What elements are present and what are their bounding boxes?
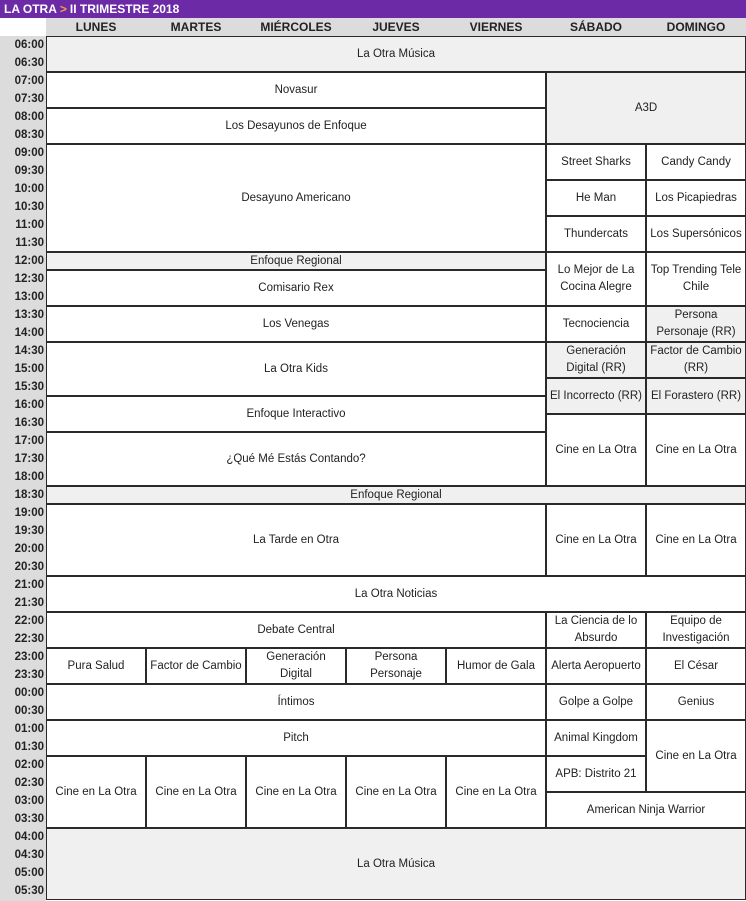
program-title: Pura Salud — [67, 659, 125, 672]
time-label: 20:00 — [14, 543, 44, 555]
program-cell[interactable] — [646, 648, 746, 684]
time-label: 22:30 — [14, 633, 44, 645]
program-title: Íntimos — [277, 695, 315, 708]
program-cell[interactable] — [46, 684, 546, 720]
time-label: 15:30 — [14, 381, 44, 393]
program-title: Cine en La Otra — [655, 749, 737, 762]
program-title: La Otra Noticias — [354, 587, 438, 600]
program-title: Cine en La Otra — [255, 785, 337, 798]
program-title: El Incorrecto (RR) — [549, 389, 643, 402]
program-title: He Man — [575, 191, 617, 204]
program-cell[interactable] — [246, 756, 346, 828]
time-label: 10:30 — [14, 201, 44, 213]
program-cell[interactable] — [646, 504, 746, 576]
program-title: Novasur — [274, 83, 318, 96]
program-title: A3D — [634, 101, 658, 114]
day-header-domingo: DOMINGO — [646, 18, 746, 36]
program-title: Tecnociencia — [562, 317, 630, 330]
program-cell[interactable] — [546, 72, 746, 144]
program-cell[interactable] — [646, 180, 746, 216]
program-title: Enfoque Regional — [350, 488, 442, 501]
period-label: II TRIMESTRE 2018 — [69, 2, 180, 16]
program-cell[interactable] — [546, 414, 646, 486]
program-title: Thundercats — [564, 227, 628, 240]
day-header-jueves: JUEVES — [346, 18, 446, 36]
program-title: Debate Central — [257, 623, 335, 636]
time-label: 02:00 — [14, 759, 44, 771]
time-label: 21:30 — [14, 597, 44, 609]
time-label: 04:00 — [14, 831, 44, 843]
program-cell[interactable] — [146, 648, 246, 684]
time-label: 20:30 — [14, 561, 44, 573]
time-label: 21:00 — [14, 579, 44, 591]
program-cell[interactable] — [546, 792, 746, 828]
time-label: 17:00 — [14, 435, 44, 447]
time-label: 06:00 — [14, 39, 44, 51]
time-label: 04:30 — [14, 849, 44, 861]
program-cell[interactable] — [546, 720, 646, 756]
time-label: 05:30 — [14, 885, 44, 897]
program-title: Comisario Rex — [258, 281, 334, 294]
program-cell[interactable] — [546, 756, 646, 792]
program-cell[interactable] — [646, 414, 746, 486]
program-title: Cine en La Otra — [555, 443, 637, 456]
program-cell[interactable] — [246, 648, 346, 684]
program-cell[interactable] — [46, 432, 546, 486]
program-title: APB: Distrito 21 — [555, 767, 637, 780]
program-cell[interactable] — [546, 306, 646, 342]
program-title: El Forastero (RR) — [650, 389, 742, 402]
time-label: 08:30 — [14, 129, 44, 141]
program-cell[interactable] — [346, 648, 446, 684]
time-label: 00:30 — [14, 705, 44, 717]
program-cell[interactable] — [646, 342, 746, 378]
program-title: Alerta Aeropuerto — [551, 659, 641, 672]
time-label: 00:00 — [14, 687, 44, 699]
time-label: 09:30 — [14, 165, 44, 177]
program-title: Animal Kingdom — [554, 731, 638, 744]
program-title: Factor de Cambio (RR) — [650, 345, 742, 374]
time-label: 02:30 — [14, 777, 44, 789]
program-title: ¿Qué Mé Estás Contando? — [226, 452, 366, 465]
program-cell[interactable] — [546, 252, 646, 306]
program-cell[interactable] — [646, 252, 746, 306]
time-label: 19:00 — [14, 507, 44, 519]
program-cell[interactable] — [46, 828, 746, 900]
program-title: Pitch — [283, 731, 309, 744]
program-cell[interactable] — [46, 504, 546, 576]
time-label: 12:30 — [14, 273, 44, 285]
program-cell[interactable] — [446, 756, 546, 828]
program-title: La Otra Kids — [264, 362, 328, 375]
program-cell[interactable] — [46, 720, 546, 756]
time-label: 08:00 — [14, 111, 44, 123]
time-label: 14:00 — [14, 327, 44, 339]
program-cell[interactable] — [46, 342, 546, 396]
program-title: Cine en La Otra — [155, 785, 237, 798]
program-cell[interactable] — [46, 612, 546, 648]
time-label: 12:00 — [14, 255, 44, 267]
program-cell[interactable] — [46, 576, 746, 612]
time-label: 18:30 — [14, 489, 44, 501]
program-cell[interactable] — [646, 720, 746, 792]
time-label: 13:30 — [14, 309, 44, 321]
program-cell[interactable] — [46, 396, 546, 432]
program-title: Top Trending Tele Chile — [650, 264, 742, 293]
program-cell[interactable] — [546, 684, 646, 720]
time-label: 16:00 — [14, 399, 44, 411]
program-cell[interactable] — [46, 252, 546, 270]
breadcrumb-separator: > — [59, 2, 67, 16]
channel-name: LA OTRA — [4, 2, 57, 16]
time-label: 07:00 — [14, 75, 44, 87]
time-label: 19:30 — [14, 525, 44, 537]
program-title: Persona Personaje — [370, 651, 422, 680]
time-label: 06:30 — [14, 57, 44, 69]
time-label: 03:00 — [14, 795, 44, 807]
program-title: Persona Personaje (RR) — [656, 309, 736, 338]
program-cell[interactable] — [546, 144, 646, 180]
program-title: Los Desayunos de Enfoque — [225, 119, 367, 132]
program-title: El César — [673, 659, 719, 672]
time-label: 23:00 — [14, 651, 44, 663]
program-cell[interactable] — [646, 306, 746, 342]
program-cell[interactable] — [446, 648, 546, 684]
program-title: Los Picapiedras — [655, 191, 737, 204]
program-cell[interactable] — [546, 378, 646, 414]
program-title: American Ninja Warrior — [586, 803, 706, 816]
program-title: Cine en La Otra — [355, 785, 437, 798]
program-cell[interactable] — [646, 216, 746, 252]
program-title: Cine en La Otra — [655, 533, 737, 546]
time-label: 11:30 — [15, 237, 44, 249]
day-header-viernes: VIERNES — [446, 18, 546, 36]
program-title: Factor de Cambio — [150, 659, 242, 672]
program-cell[interactable] — [46, 756, 146, 828]
program-cell[interactable] — [546, 342, 646, 378]
time-label: 16:30 — [14, 417, 44, 429]
program-cell[interactable] — [146, 756, 246, 828]
program-cell[interactable] — [546, 648, 646, 684]
program-title: Enfoque Regional — [250, 254, 342, 267]
program-title: Generación Digital (RR) — [566, 345, 626, 374]
program-title: La Otra Música — [357, 47, 435, 60]
time-label: 07:30 — [14, 93, 44, 105]
day-header-lunes: LUNES — [46, 18, 146, 36]
program-cell[interactable] — [46, 36, 746, 72]
program-title: Equipo de Investigación — [662, 615, 730, 644]
program-cell[interactable] — [646, 684, 746, 720]
program-cell[interactable] — [46, 108, 546, 144]
time-label: 23:30 — [14, 669, 44, 681]
program-cell[interactable] — [546, 180, 646, 216]
time-label: 01:00 — [14, 723, 44, 735]
time-label: 18:00 — [14, 471, 44, 483]
program-cell[interactable] — [646, 378, 746, 414]
program-title: Golpe a Golpe — [558, 695, 634, 708]
program-title: Cine en La Otra — [455, 785, 537, 798]
program-cell[interactable] — [546, 612, 646, 648]
time-label: 15:00 — [14, 363, 44, 375]
program-cell[interactable] — [46, 306, 546, 342]
program-title: Genius — [677, 695, 715, 708]
program-cell[interactable] — [346, 756, 446, 828]
time-label: 05:00 — [14, 867, 44, 879]
program-title: Enfoque Interactivo — [246, 407, 346, 420]
program-cell[interactable] — [646, 612, 746, 648]
program-title: Cine en La Otra — [55, 785, 137, 798]
day-header-martes: MARTES — [146, 18, 246, 36]
program-title: Candy Candy — [661, 155, 731, 168]
program-cell[interactable] — [46, 144, 546, 252]
time-label: 01:30 — [14, 741, 44, 753]
program-title: Cine en La Otra — [655, 443, 737, 456]
program-title: Los Supersónicos — [650, 227, 742, 240]
program-title: Street Sharks — [561, 155, 631, 168]
schedule-title-bar — [0, 0, 746, 18]
program-cell[interactable] — [46, 72, 546, 108]
program-cell[interactable] — [546, 504, 646, 576]
program-title: La Otra Música — [357, 857, 435, 870]
program-title: Lo Mejor de La Cocina Alegre — [557, 264, 635, 293]
program-cell[interactable] — [46, 486, 746, 504]
program-title: Generación Digital — [266, 651, 326, 680]
day-header-miercoles: MIÉRCOLES — [246, 18, 346, 36]
time-label: 11:00 — [15, 219, 44, 231]
program-title: Desayuno Americano — [241, 191, 351, 204]
program-cell[interactable] — [546, 216, 646, 252]
time-label: 14:30 — [14, 345, 44, 357]
program-title: Humor de Gala — [457, 659, 535, 672]
program-cell[interactable] — [46, 270, 546, 306]
program-cell[interactable] — [646, 144, 746, 180]
program-title: La Ciencia de lo Absurdo — [554, 615, 638, 644]
day-header-sabado: SÁBADO — [546, 18, 646, 36]
time-label: 22:00 — [14, 615, 44, 627]
program-title: Los Venegas — [262, 317, 330, 330]
time-label: 10:00 — [14, 183, 44, 195]
time-label: 17:30 — [14, 453, 44, 465]
time-label: 13:00 — [14, 291, 44, 303]
time-label: 09:00 — [14, 147, 44, 159]
program-cell[interactable] — [46, 648, 146, 684]
program-title: La Tarde en Otra — [252, 533, 340, 546]
time-label: 03:30 — [14, 813, 44, 825]
program-title: Cine en La Otra — [555, 533, 637, 546]
